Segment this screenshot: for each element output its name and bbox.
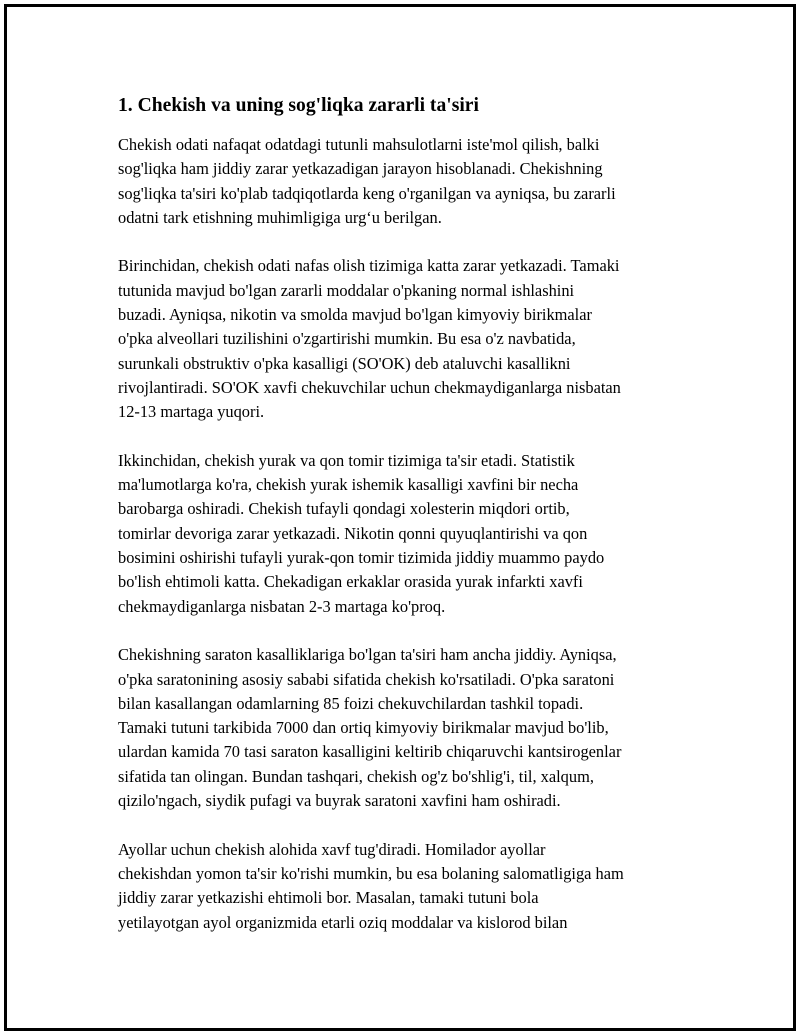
- paragraph: [118, 254, 688, 424]
- text-line: qizilo'ngach, siydik pufagi va buyrak saratoni xavfini ham oshiradi.: [118, 791, 561, 811]
- text-line: bosimini oshirishi tufayli yurak-qon tomir tizimida jiddiy muammo paydo: [118, 548, 605, 568]
- text-line: jiddiy zarar yetkazishi ehtimoli bor. Masalan, tamaki tutuni bola: [118, 888, 539, 908]
- paragraph: [118, 643, 688, 813]
- text-line: Tamaki tutuni tarkibida 7000 dan ortiq kimyoviy birikmalar mavjud bo'lib,: [118, 718, 609, 738]
- text-line: o'pka saratonining asosiy sababi sifatida chekish ko'rsatiladi. O'pka saratoni: [118, 669, 615, 689]
- text-line: yetilayotgan ayol organizmida etarli oziq moddalar va kislorod bilan: [118, 912, 568, 932]
- text-line: buzadi. Ayniqsa, nikotin va smolda mavjud bo'lgan kimyoviy birikmalar: [118, 305, 592, 325]
- paragraph: [118, 449, 688, 619]
- text-line: rivojlantiradi. SO'OK xavfi chekuvchilar uchun chekmaydiganlarga nisbatan: [118, 377, 621, 397]
- text-line: sog'liqka ham jiddiy zarar yetkazadigan jarayon hisoblanadi. Chekishning: [118, 159, 603, 179]
- text-line: chekishdan yomon ta'sir ko'rishi mumkin, bu esa bolaning salomatligiga ham: [118, 863, 624, 883]
- document-body: [118, 92, 688, 959]
- text-line: bo'lish ehtimoli katta. Chekadigan erkaklar orasida yurak infarkti xavfi: [118, 572, 583, 592]
- text-line: odatni tark etishning muhimligiga urg‘u berilgan.: [118, 207, 442, 227]
- text-line: Chekishning saraton kasalliklariga bo'lgan ta'siri ham ancha jiddiy. Ayniqsa,: [118, 645, 617, 665]
- text-line: tomirlar devoriga zarar yetkazadi. Nikotin qonni quyuqlantirishi va qon: [118, 523, 588, 543]
- text-line: ma'lumotlarga ko'ra, chekish yurak ishemik kasalligi xavfini bir necha: [118, 475, 579, 495]
- text-line: 12-13 martaga yuqori.: [118, 402, 265, 422]
- paragraph-list: [118, 133, 688, 935]
- text-line: Ayollar uchun chekish alohida xavf tug'diradi. Homilador ayollar: [118, 839, 546, 859]
- text-line: barobarga oshiradi. Chekish tufayli qondagi xolesterin miqdori ortib,: [118, 499, 570, 519]
- text-line: sog'liqka ta'siri ko'plab tadqiqotlarda keng o'rganilgan va ayniqsa, bu zararli: [118, 183, 616, 203]
- text-line: bilan kasallangan odamlarning 85 foizi chekuvchilardan tashkil topadi.: [118, 693, 584, 713]
- paragraph: [118, 133, 688, 230]
- text-line: ulardan kamida 70 tasi saraton kasalligini keltirib chiqaruvchi kantsirogenlar: [118, 742, 622, 762]
- text-line: Birinchidan, chekish odati nafas olish tizimiga katta zarar yetkazadi. Tamaki: [118, 256, 620, 276]
- text-line: chekmaydiganlarga nisbatan 2-3 martaga ko'proq.: [118, 596, 446, 616]
- text-line: surunkali obstruktiv o'pka kasalligi (SO'OK) deb ataluvchi kasallikni: [118, 353, 571, 373]
- paragraph: [118, 838, 688, 935]
- text-line: sifatida tan olingan. Bundan tashqari, chekish og'z bo'shlig'i, til, xalqum,: [118, 766, 594, 786]
- text-line: o'pka alveollari tuzilishini o'zgartirishi mumkin. Bu esa o'z navbatida,: [118, 329, 576, 349]
- text-line: Chekish odati nafaqat odatdagi tutunli mahsulotlarni iste'mol qilish, balki: [118, 135, 600, 154]
- text-line: Ikkinchidan, chekish yurak va qon tomir tizimiga ta'sir etadi. Statistik: [118, 450, 575, 470]
- text-line: tutunida mavjud bo'lgan zararli moddalar o'pkaning normal ishlashini: [118, 280, 575, 300]
- section-heading: 1. Chekish va uning sog'liqka zararli ta'siri: [118, 95, 479, 116]
